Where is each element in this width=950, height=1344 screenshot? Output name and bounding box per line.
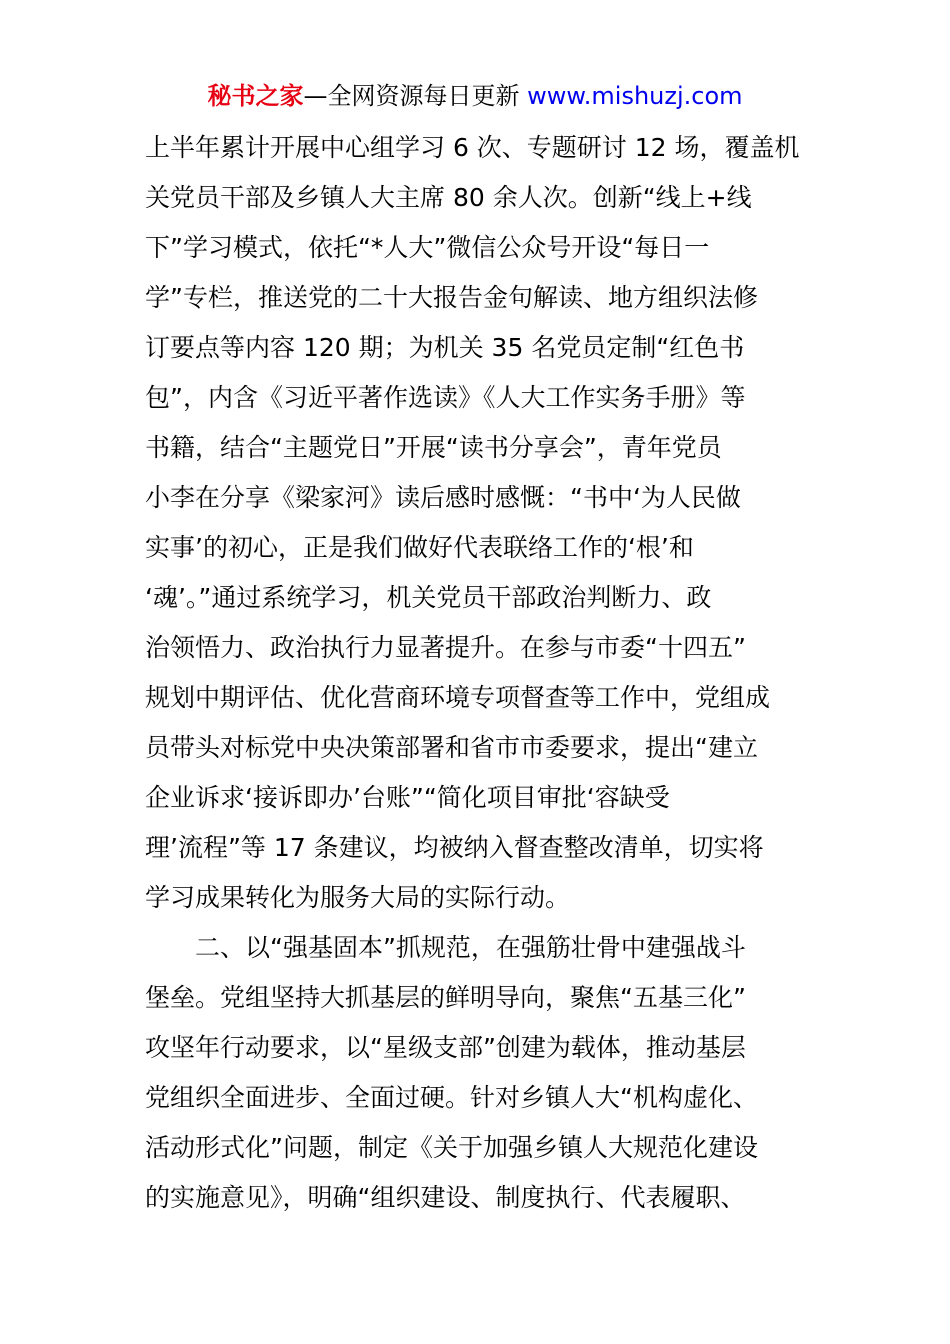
text-line: 理’流程”等 17 条建议，均被纳入督查整改清单，切实将: [145, 833, 764, 862]
site-header: [0, 80, 950, 112]
text-line: 学”专栏，推送党的二十大报告金句解读、地方组织法修: [145, 283, 758, 312]
text-line: 下”学习模式，依托“*人大”微信公众号开设“每日一: [145, 233, 710, 262]
text-line: 的实施意见》，明确“组织建设、制度执行、代表履职、: [145, 1183, 746, 1212]
text-line: 规划中期评估、优化营商环境专项督查等工作中，党组成: [145, 683, 771, 712]
text-line: 书籍，结合“主题党日”开展“读书分享会”，青年党员: [145, 433, 722, 462]
text-line: 关党员干部及乡镇人大主席 80 余人次。创新“线上+线: [145, 183, 752, 212]
section-heading-line: 二、以“强基固本”抓规范，在强筋壮骨中建强战斗: [145, 933, 746, 962]
text-line: 包”，内含《习近平著作选读》《人大工作实务手册》等: [145, 383, 746, 412]
text-line: ‘魂’。”通过系统学习，机关党员干部政治判断力、政: [145, 583, 712, 612]
text-line: 堡垒。党组坚持大抓基层的鲜明导向，聚焦“五基三化”: [145, 983, 746, 1012]
site-url-link[interactable]: www.mishuzj.com: [527, 82, 743, 110]
text-line: 小李在分享《梁家河》读后感时感慨：“书中‘为人民做: [145, 483, 741, 512]
text-line: 攻坚年行动要求，以“星级支部”创建为载体，推动基层: [145, 1033, 746, 1062]
site-tagline: —全网资源每日更新: [303, 82, 528, 110]
site-brand: 秘书之家: [207, 82, 304, 110]
text-line: 订要点等内容 120 期；为机关 35 名党员定制“红色书: [145, 333, 745, 362]
document-body: [145, 123, 815, 1223]
text-line: 上半年累计开展中心组学习 6 次、专题研讨 12 场，覆盖机: [145, 133, 800, 162]
text-line: 活动形式化”问题，制定《关于加强乡镇人大规范化建设: [145, 1133, 758, 1162]
text-line: 企业诉求‘接诉即办’台账”“简化项目审批‘容缺受: [145, 783, 670, 812]
text-line: 治领悟力、政治执行力显著提升。在参与市委“十四五”: [145, 633, 746, 662]
text-line: 学习成果转化为服务大局的实际行动。: [145, 883, 571, 912]
text-line: 员带头对标党中央决策部署和省市市委要求，提出“建立: [145, 733, 758, 762]
text-line: 实事’的初心，正是我们做好代表联络工作的‘根’和: [145, 533, 694, 562]
text-line: 党组织全面进步、全面过硬。针对乡镇人大“机构虚化、: [145, 1083, 758, 1112]
